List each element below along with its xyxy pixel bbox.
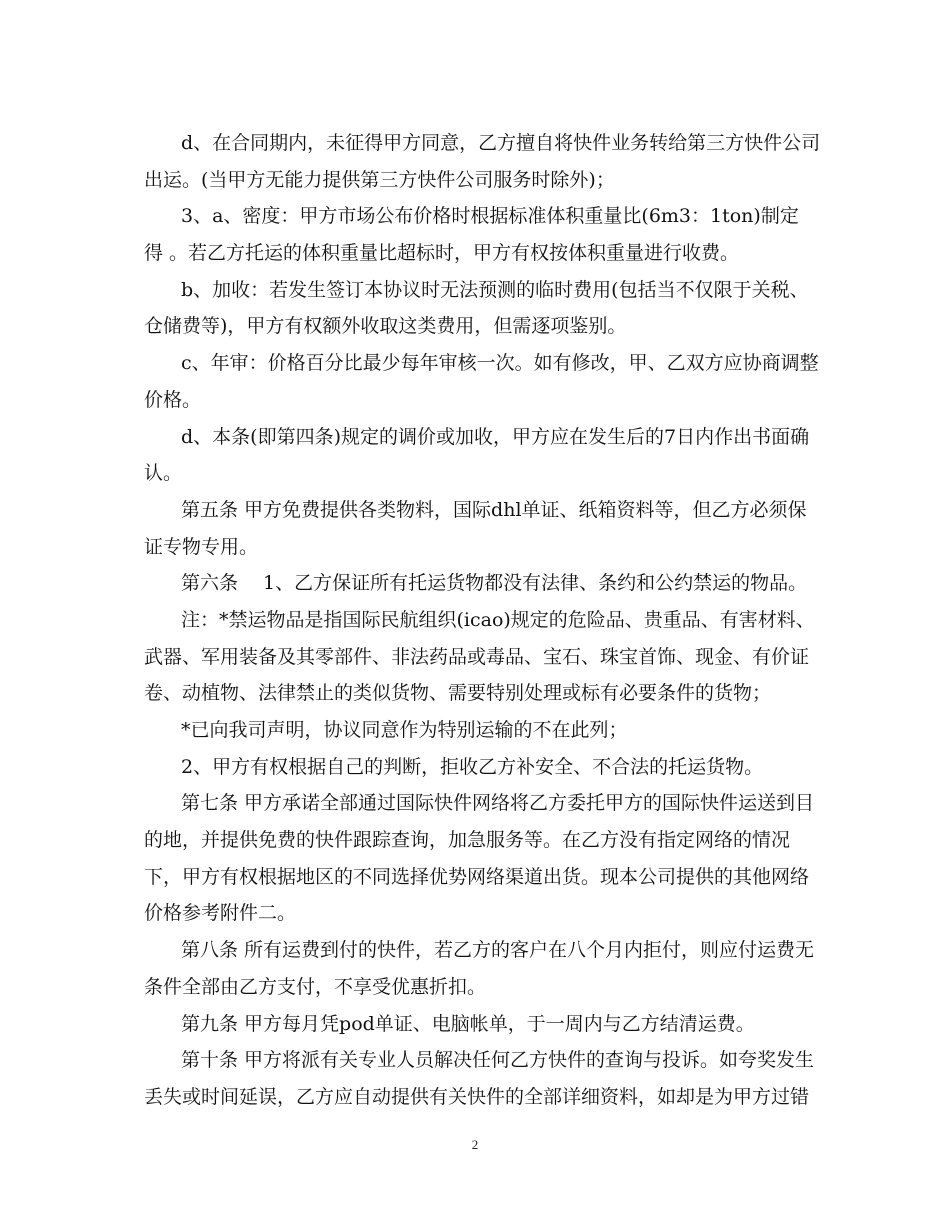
text-line: 2、甲方有权根据自己的判断，拒收乙方补安全、不合法的托运货物。 [181, 755, 764, 778]
text-line: 第八条 所有运费到付的快件，若乙方的客户在八个月内拒付，则应付运费无 [181, 939, 815, 962]
document-body [144, 125, 821, 1116]
paragraph [144, 749, 812, 786]
text-line: 3、a、密度：甲方市场公布价格时根据标准体积重量比(6m3：1ton)制定 [181, 205, 799, 228]
text-line: b、加收：若发生签订本协议时无法预测的临时费用(包括当不仅限于关税、 [181, 278, 809, 301]
text-line: 第九条 甲方每月凭pod单证、电脑帐单，于一周内与乙方结清运费。 [181, 1012, 755, 1035]
text-line: 认。 [144, 462, 183, 485]
text-line: 的地，并提供免费的快件跟踪查询，加急服务等。在乙方没有指定网络的情况 [144, 829, 791, 852]
text-line: 第七条 甲方承诺全部通过国际快件网络将乙方委托甲方的国际快件运送到目 [181, 792, 815, 815]
paragraph [144, 345, 819, 418]
paragraph [144, 712, 812, 749]
text-line: d、本条(即第四条)规定的调价或加收，甲方应在发生后的7日内作出书面确 [181, 425, 810, 448]
paragraph [144, 198, 812, 271]
text-line: c、年审：价格百分比最少每年审核一次。如有修改，甲、乙双方应协商调整 [181, 352, 819, 375]
paragraph [144, 565, 812, 602]
text-line: 得 。若乙方托运的体积重量比超标时，甲方有权按体积重量进行收费。 [144, 242, 740, 265]
text-line: 第十条 甲方将派有关专业人员解决任何乙方快件的查询与投诉。如夸奖发生 [181, 1049, 815, 1072]
text-line: 丢失或时间延误，乙方应自动提供有关快件的全部详细资料，如却是为甲方过错 [144, 1085, 810, 1108]
paragraph [144, 492, 812, 565]
text-line: *已向我司声明，协议同意作为特别运输的不在此列； [181, 719, 628, 741]
paragraph [144, 1042, 815, 1115]
paragraph [144, 932, 815, 1005]
paragraph [144, 602, 815, 712]
paragraph [144, 785, 815, 932]
text-line: 下，甲方有权根据地区的不同选择优势网络渠道出货。现本公司提供的其他网络 [144, 865, 810, 888]
text-line: 价格参考附件二。 [144, 902, 297, 925]
paragraph [144, 272, 812, 345]
text-line: 仓储费等)，甲方有权额外收取这类费用，但需逐项鉴别。 [144, 315, 627, 338]
paragraph [144, 419, 812, 492]
page-number: 2 [471, 1137, 479, 1152]
text-line: 证专物专用。 [144, 535, 259, 558]
paragraph [144, 1006, 812, 1043]
text-line: 第五条 甲方免费提供各类物料，国际dhl单证、纸箱资料等，但乙方必须保 [181, 498, 807, 521]
text-line: d、在合同期内，未征得甲方同意，乙方擅自将快件业务转给第三方快件公司 [181, 132, 821, 154]
text-line: 武器、军用装备及其零部件、非法药品或毒品、宝石、珠宝首饰、现金、有价证 [144, 645, 810, 668]
text-line: 出运。(当甲方无能力提供第三方快件公司服务时除外)； [144, 168, 615, 191]
text-line: 价格。 [144, 388, 202, 411]
text-line: 卷、动植物、法律禁止的类似货物、需要特别处理或标有必要条件的货物； [144, 682, 772, 705]
paragraph [144, 125, 821, 198]
text-line: 注：*禁运物品是指国际民航组织(icao)规定的危险品、贵重品、有害材料、 [181, 608, 815, 631]
text-line: 条件全部由乙方支付，不享受优惠折扣。 [144, 975, 487, 998]
text-line: 第六条 1、乙方保证所有托运货物都没有法律、条约和公约禁运的物品。 [181, 572, 808, 595]
